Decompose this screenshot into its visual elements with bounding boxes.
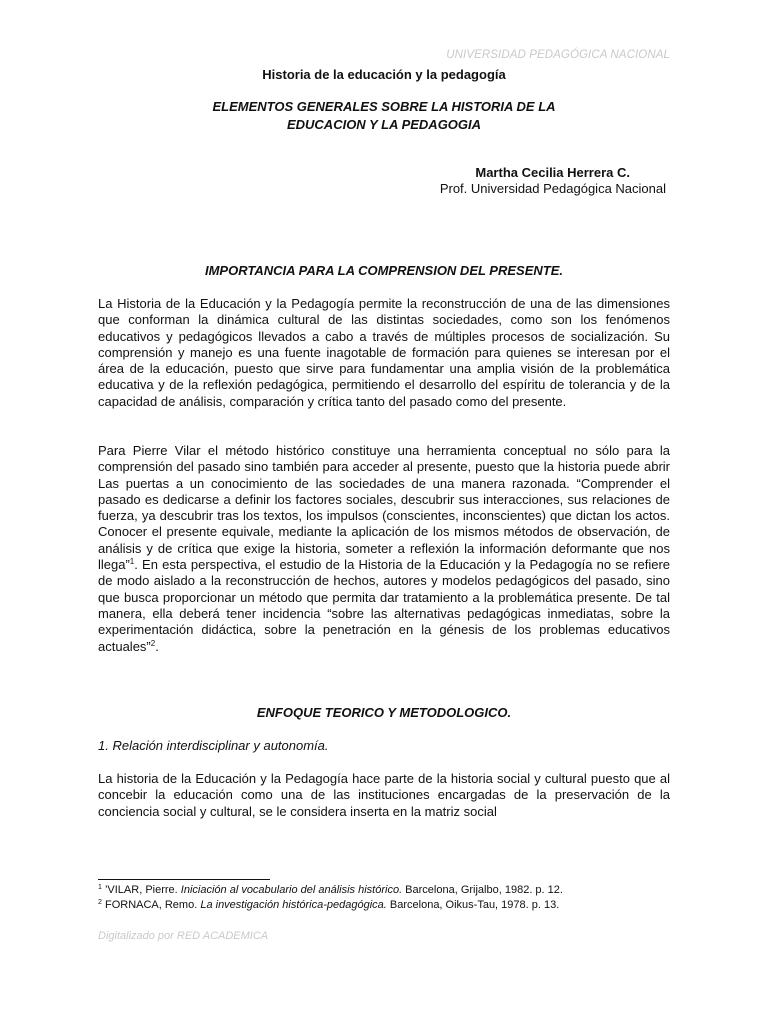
footnote-number: 1 bbox=[98, 884, 102, 891]
document-title bbox=[0, 98, 768, 134]
document-title-line-1: ELEMENTOS GENERALES SOBRE LA HISTORIA DE LA bbox=[212, 99, 556, 114]
footnote-work: Iniciación al vocabulario del análisis histórico. bbox=[180, 884, 403, 896]
paragraph-importance-1: La Historia de la Educación y la Pedagogía permite la reconstrucción de una de las dimensiones que conforman la dinámica cultural de las distintas sociedades, como son los fenómenos educativos y pedagógicos llevados a cabo a través de múltiples procesos de socialización. Su comprensión y manejo es una fuente inagotable de formación para quienes se interesan por el área de la educación, puesto que sirve para fundamentar una amplia visión de la problemática educativa y de la reflexión pedagógica, permitiendo el desarrollo del espíritu de tolerancia y de la capacidad de análisis, comparación y crítica tanto del pasado como del presente. bbox=[98, 296, 670, 409]
course-title: Historia de la educación y la pedagogía bbox=[262, 67, 506, 82]
document-title-line-2: EDUCACION Y LA PEDAGOGIA bbox=[286, 117, 482, 132]
section-heading-approach: ENFOQUE TEORICO Y METODOLOGICO. bbox=[256, 705, 512, 720]
author-name: Martha Cecilia Herrera C. bbox=[475, 165, 630, 180]
footnote-ref-1[interactable]: 1 bbox=[129, 557, 135, 567]
author-affiliation: Prof. Universidad Pedagógica Nacional bbox=[439, 181, 666, 196]
footnote-publication: Barcelona, Oikus-Tau, 1978. p. 13. bbox=[386, 899, 560, 911]
footnote-2 bbox=[98, 898, 559, 912]
footnote-divider bbox=[98, 879, 270, 880]
footnote-author: ’VILAR, Pierre. bbox=[104, 884, 181, 896]
footnote-ref-2[interactable]: 2 bbox=[150, 638, 156, 648]
subheading-interdisciplinary: 1. Relación interdisciplinar y autonomía. bbox=[98, 738, 329, 753]
paragraph-importance-2 bbox=[98, 443, 670, 655]
footer-credit: Digitalizado por RED ACADEMICA bbox=[98, 930, 269, 942]
paragraph-approach-1: La historia de la Educación y la Pedagogía hace parte de la historia social y cultural puesto que al concebir la educación como una de las instituciones encargadas de la preservación de la conciencia social y cultural, se le considera inserta en la matriz social bbox=[98, 771, 670, 819]
section-heading-importance: IMPORTANCIA PARA LA COMPRENSION DEL PRESENTE. bbox=[204, 263, 563, 278]
paragraph-text: . En esta perspectiva, el estudio de la Historia de la Educación y la Pedagogía no se refiere de modo aislado a la reconstrucción de hechos, autores y modelos pedagógicos del pasado, sino que busca proporcionar un método que permita dar tratamiento a la problemática presente. De tal manera, ella deberá tener incidencia “sobre las alternativas pedagógicas inmediatas, sobre la experimentación didáctica, sobre la penetración en la génesis de los problemas educativos actuales” bbox=[98, 557, 670, 654]
header-university: UNIVERSIDAD PEDAGÓGICA NACIONAL bbox=[446, 49, 670, 61]
footnote-publication: Barcelona, Grijalbo, 1982. p. 12. bbox=[402, 884, 563, 896]
paragraph-text: Para Pierre Vilar el método histórico constituye una herramienta conceptual no sólo para la comprensión del pasado sino también para acceder al presente, puesto que la historia puede abrir Las puertas a un conocimiento de las sociedades de una manera razonada. “Comprender el pasado es dedicarse a definir los factores sociales, descubrir sus interacciones, sus relaciones de fuerza, ya descubrir tras los textos, los impulsos (conscientes, inconscientes) que dictan los actos. Conocer el presente equivale, mediante la aplicación de los mismos métodos de observación, de análisis y de crítica que exige la historia, someter a reflexión la información deformante que nos llega” bbox=[98, 443, 670, 573]
footnote-author: FORNACA, Remo. bbox=[104, 899, 201, 911]
footnote-1 bbox=[98, 883, 563, 897]
footnote-number: 2 bbox=[98, 899, 102, 906]
paragraph-text: . bbox=[155, 638, 159, 654]
footnote-work: La investigación histórica-pedagógica. bbox=[200, 899, 387, 911]
